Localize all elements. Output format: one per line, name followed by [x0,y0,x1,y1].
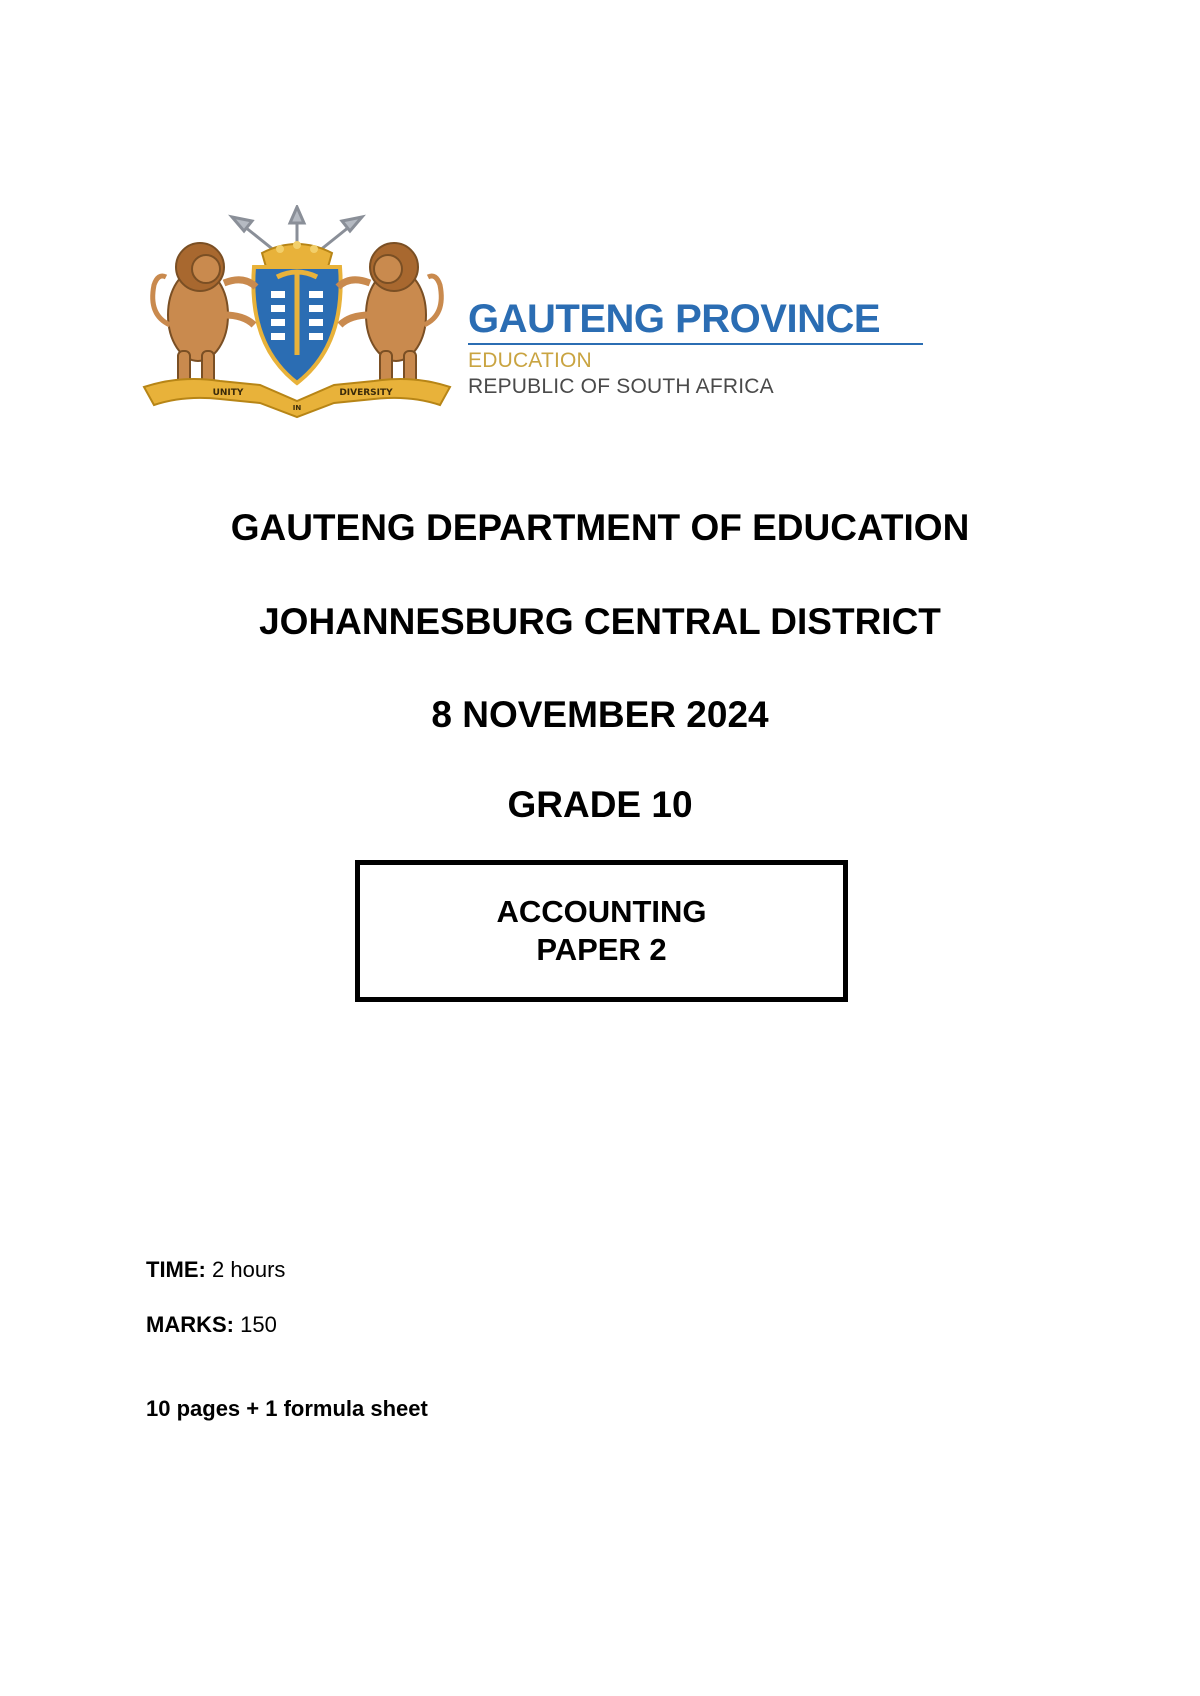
subject-name: ACCOUNTING [496,894,707,929]
marks-detail [146,1311,277,1339]
gauteng-logo [140,205,940,420]
time-value: 2 hours [212,1257,286,1282]
exam-date: 8 NOVEMBER 2024 [431,694,769,735]
svg-text:UNITY: UNITY [212,388,244,398]
logo-province-name: GAUTENG PROVINCE [468,297,923,345]
marks-value: 150 [240,1312,277,1337]
logo-text [468,297,948,400]
marks-label: MARKS: [146,1312,234,1337]
logo-department-name: EDUCATION [468,349,592,372]
coat-of-arms-icon [140,205,455,420]
svg-text:IN: IN [292,404,302,412]
subject-box [355,860,848,1002]
logo-country-name: REPUBLIC OF SOUTH AFRICA [468,375,774,398]
department-heading: GAUTENG DEPARTMENT OF EDUCATION [230,507,970,548]
page-count: 10 pages + 1 formula sheet [146,1396,428,1421]
time-label: TIME: [146,1257,206,1282]
grade-heading: GRADE 10 [507,784,693,825]
svg-text:DIVERSITY: DIVERSITY [339,388,393,398]
paper-number: PAPER 2 [536,932,667,967]
district-heading: JOHANNESBURG CENTRAL DISTRICT [259,601,941,642]
time-detail [146,1256,285,1284]
